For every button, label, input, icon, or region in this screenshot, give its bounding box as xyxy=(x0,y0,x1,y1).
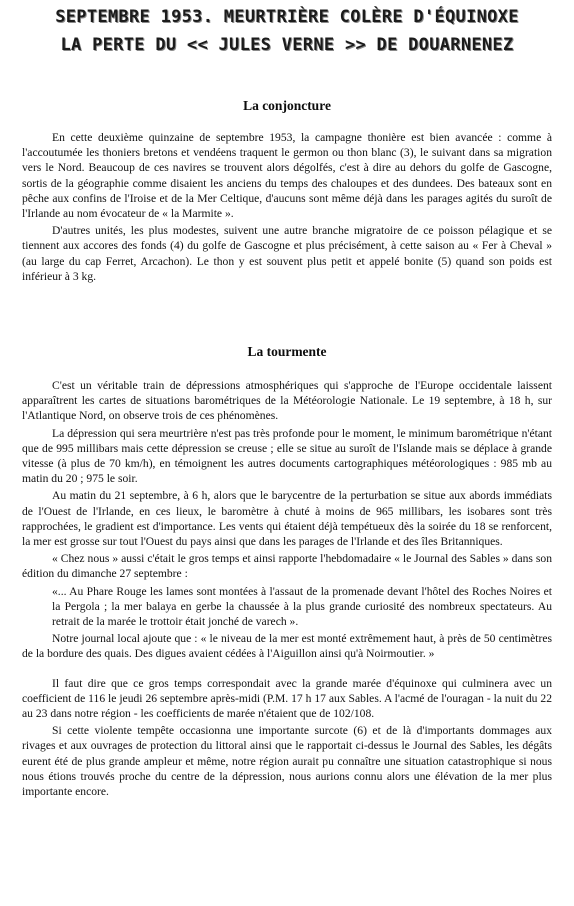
paragraph: C'est un véritable train de dépressions atmosphériques qui s'approche de l'Europe occidentale laissent apparaîtrent les cartes de situations barométriques de la Météorologie Nationale. Le 19 septembre, à 18 h, sur l'Atlantique Nord, on observe trois de ces phénomènes. xyxy=(22,379,552,423)
paragraph: Si cette violente tempête occasionna une importante surcote (6) et de là d'importants dommages aux rivages et aux ouvrages de protection du littoral ainsi que le rapportait ci-dessus le Journal des Sables, les dégâts eurent été de plus grande ampleur et même, notre région aurait pu connaître une situation catastrophique si nous nous étions trouvés proche du centre de la dépression, nous aurions connu alors une élévation de la mer plus importante encore. xyxy=(22,724,552,799)
paragraph: Notre journal local ajoute que : « le niveau de la mer est monté extrêmement haut, à près de 50 centimètres de la bordure des quais. Des digues avaient cédées à l'Aiguillon ainsi qu'à Noirmoutier. » xyxy=(22,632,552,661)
paragraph: La dépression qui sera meurtrière n'est pas très profonde pour le moment, le minimum barométrique n'étant que de 995 millibars mais cette dépression se creuse ; elle se situe au suroît de l'Islande mais se déplace à grande vitesse (à plus de 70 km/h), en témoignent les autres documents cartographiques météorologiques : 985 mb au matin du 20 ; 975 le soir. xyxy=(22,426,552,486)
section-conjoncture-body xyxy=(22,130,552,284)
paragraph: D'autres unités, les plus modestes, suivent une autre branche migratoire de ce poisson pélagique et se tiennent aux accores des fonds (4) du golfe de Gascogne et plus précisément, à cette saison au « Fer à Cheval » (au large du cap Ferret, Arcachon). Le thon y est souvent plus petit et appelé bonite (5) quand son poids est inférieur à 3 kg. xyxy=(22,224,552,283)
paragraph: « Chez nous » aussi c'était le gros temps et ainsi rapporte l'hebdomadaire « le Journal des Sables » dans son édition du dimanche 27 septembre : xyxy=(22,552,552,581)
title-line-2: LA PERTE DU << JULES VERNE >> DE DOUARNENEZ xyxy=(60,35,514,55)
quotation: «... Au Phare Rouge les lames sont montées à l'assaut de la promenade devant l'hôtel des Roches Noires et la Pergola ; la mer balaya en gerbe la chaussée à la plus grande curiosité des nombreux spectateurs. Au retrait de la marée le trottoir était jonché de varech ». xyxy=(52,584,552,629)
section-heading-tourmente: La tourmente xyxy=(247,344,327,359)
document-title xyxy=(0,2,574,58)
paragraph: Au matin du 21 septembre, à 6 h, alors que le barycentre de la perturbation se situe aux abords immédiats de l'Ouest de l'Irlande, en ces lieux, le baromètre à chuté à moins de 965 millibars, les isobares sont très rapprochées, le gradient est d'importance. Les vents qui étaient déjà tempétueux dès la soirée du 18 se renforcent, la mer est grosse sur tout l'Ouest du pays ainsi que dans les parages de l'Irlande et des îles Britanniques. xyxy=(22,489,552,549)
paragraph: Il faut dire que ce gros temps correspondait avec la grande marée d'équinoxe qui culminera avec un coefficient de 116 le jeudi 26 septembre après-midi (P.M. 17 h 17 aux Sables. A l'acmé de l'ouragan - la nuit du 22 au 23 dans notre région - les coefficients de marée n'étaient que de 102/108. xyxy=(22,676,552,721)
section-tourmente-body xyxy=(22,378,552,799)
title-line-1: SEPTEMBRE 1953. MEURTRIÈRE COLÈRE D'ÉQUINOXE xyxy=(55,7,519,27)
paragraph: En cette deuxième quinzaine de septembre 1953, la campagne thonière est bien avancée : comme à l'accoutumée les thoniers bretons et vendéens traquent le germon ou thon blanc (3), le suivant dans sa migration vers le Nord. Beaucoup de ces navires se trouvent alors dégolfés, c'est à dire au dehors du golfe de Gascogne, sortis de la géographie comme disaient les anciens du temps des chaloupes et des dundees. Des bateaux sont en pêche aux confins de l'Iroise et de la Mer Celtique, d'aucuns sont même déjà dans les parages agités du suroît de l'Irlande au nom évocateur de « la Marmite ». xyxy=(22,131,552,221)
section-heading-conjoncture: La conjoncture xyxy=(243,98,331,113)
